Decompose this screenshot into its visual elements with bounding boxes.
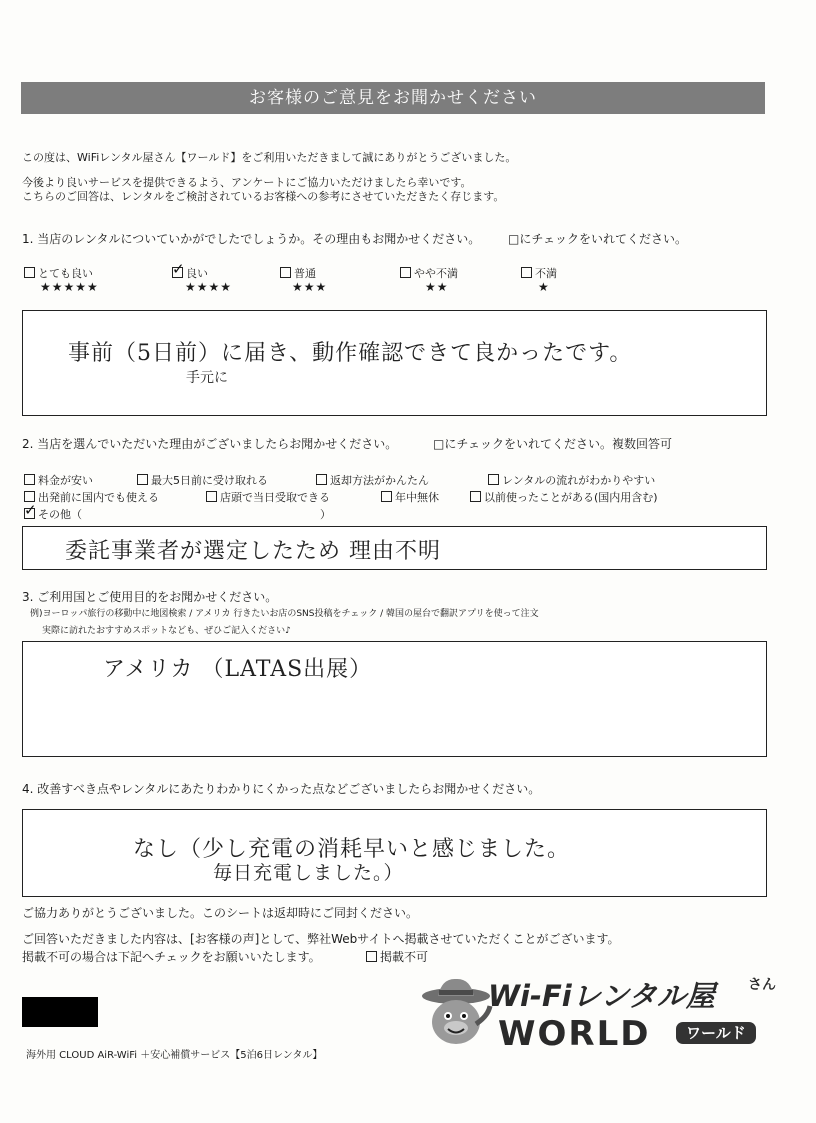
checkbox[interactable] xyxy=(488,474,499,485)
checkbox-checked[interactable] xyxy=(172,267,183,278)
logo-san: さん xyxy=(748,977,776,993)
q3-handwritten-answer: アメリカ （LATAS出展） xyxy=(103,657,373,682)
q2-option-other[interactable] xyxy=(24,506,82,522)
option-label: レンタルの流れがわかりやすい xyxy=(502,474,656,487)
intro-line-2: 今後より良いサービスを提供できるよう、アンケートにご協力いただけましたら幸いです。 xyxy=(22,176,472,189)
checkbox[interactable] xyxy=(366,951,377,962)
q3-question: 3. ご利用国とご使用目的をお聞かせください。 xyxy=(22,590,278,604)
q2-answer-box[interactable] xyxy=(22,526,767,570)
logo-badge xyxy=(676,1022,756,1043)
option-label: とても良い xyxy=(38,267,93,280)
q2-question: 2. 当店を選んでいただいた理由がございましたらお聞かせください。 xyxy=(22,437,398,451)
q1-option-somewhat-dissatisfied[interactable] xyxy=(400,265,458,281)
checkbox[interactable] xyxy=(206,491,217,502)
q2-option-early-receipt[interactable] xyxy=(137,472,268,488)
checkbox-checked[interactable] xyxy=(24,508,35,519)
service-name: 海外用 CLOUD AiR-WiFi ＋安心補償サービス【5泊6日レンタル】 xyxy=(26,1050,323,1061)
q4-handwritten-answer-line2: 毎日充電しました。） xyxy=(213,862,404,884)
checkbox[interactable] xyxy=(381,491,392,502)
q2-option-open-all-year[interactable] xyxy=(381,489,439,505)
option-label: その他（ xyxy=(38,508,82,521)
checkbox[interactable] xyxy=(470,491,481,502)
q2-option-cheap[interactable] xyxy=(24,472,93,488)
q1-handwritten-answer: 事前（5日前）に届き、動作確認できて良かったです。 xyxy=(68,341,633,366)
q2-option-used-before[interactable] xyxy=(470,489,658,505)
option-label: 良い xyxy=(186,267,208,280)
checkbox[interactable] xyxy=(137,474,148,485)
option-label: 最大5日前に受け取れる xyxy=(151,474,268,487)
checkbox[interactable] xyxy=(400,267,411,278)
option-label: 年中無休 xyxy=(395,491,439,504)
q1-option-good[interactable] xyxy=(172,265,208,281)
intro-line-3: こちらのご回答は、レンタルをご検討されているお客様への参考にさせていただきたく存じます。 xyxy=(22,190,505,203)
q3-example: 例)ヨーロッパ旅行の移動中に地図検索 / アメリカ 行きたいお店のSNS投稿をチェック / 韓国の屋台で翻訳アプリを使って注文 xyxy=(30,609,539,619)
logo-line-2: WORLD xyxy=(498,1014,651,1054)
logo-line-1: Wi-Fiレンタル屋 xyxy=(488,979,715,1013)
checkbox[interactable] xyxy=(24,267,35,278)
q4-question: 4. 改善すべき点やレンタルにあたりわかりにくかった点などございましたらお聞かせください。 xyxy=(22,782,541,796)
q2-other-close: ） xyxy=(320,508,331,521)
q4-handwritten-answer-line1: なし（少し充電の消耗早いと感じました。 xyxy=(133,837,571,862)
stars-two: ★★ xyxy=(425,280,449,294)
q2-handwritten-answer: 委託事業者が選定したため 理由不明 xyxy=(65,539,441,564)
company-logo xyxy=(418,974,778,1066)
q2-option-same-day-pickup[interactable] xyxy=(206,489,330,505)
redaction-block xyxy=(22,997,98,1027)
q1-handwritten-insert: 手元に xyxy=(186,370,228,386)
option-label: 不満 xyxy=(535,267,557,280)
q2-option-clear-flow[interactable] xyxy=(488,472,655,488)
q3-note: 実際に訪れたおすすめスポットなども、ぜひご記入ください♪ xyxy=(42,626,291,636)
option-label: 以前使ったことがある(国内用含む) xyxy=(484,491,658,504)
q1-question: 1. 当店のレンタルについていかがでしたでしょうか。その理由もお聞かせください。 xyxy=(22,232,481,246)
refuse-publish-option[interactable] xyxy=(366,948,428,965)
q1-option-average[interactable] xyxy=(280,265,316,281)
option-label: 掲載不可 xyxy=(380,950,429,964)
q1-option-very-good[interactable] xyxy=(24,265,93,281)
q4-answer-box[interactable] xyxy=(22,809,767,897)
q1-answer-box[interactable] xyxy=(22,310,767,416)
footer-refuse-instruction: 掲載不可の場合は下記へチェックをお願いいたします。 xyxy=(22,950,321,964)
mascot-icon xyxy=(418,976,496,1056)
option-label: 出発前に国内でも使える xyxy=(38,491,159,504)
stars-five: ★★★★★ xyxy=(40,280,99,294)
stars-one: ★ xyxy=(538,280,550,294)
logo-badge-text: ワールド xyxy=(676,1022,756,1044)
stars-three: ★★★ xyxy=(292,280,328,294)
option-label: 返却方法がかんたん xyxy=(330,474,429,487)
q2-option-domestic-use[interactable] xyxy=(24,489,159,505)
stars-four: ★★★★ xyxy=(185,280,233,294)
checkbox[interactable] xyxy=(24,474,35,485)
footer-thanks: ご協力ありがとうございました。このシートは返却時にご同封ください。 xyxy=(22,906,419,920)
page-title: お客様のご意見をお聞かせください xyxy=(21,82,765,114)
intro-line-1: この度は、WiFiレンタル屋さん【ワールド】をご利用いただきまして誠にありがとうございました。 xyxy=(22,151,517,164)
q2-option-easy-return[interactable] xyxy=(316,472,429,488)
q3-answer-box[interactable] xyxy=(22,641,767,757)
checkbox[interactable] xyxy=(280,267,291,278)
checkbox[interactable] xyxy=(521,267,532,278)
q2-instruction: □にチェックをいれてください。複数回答可 xyxy=(433,437,672,451)
checkbox[interactable] xyxy=(316,474,327,485)
option-label: やや不満 xyxy=(414,267,458,280)
q1-option-dissatisfied[interactable] xyxy=(521,265,557,281)
footer-publish-notice: ご回答いただきました内容は、[お客様の声]として、弊社Webサイトへ掲載させていただくことがございます。 xyxy=(22,932,620,946)
q1-instruction: □にチェックをいれてください。 xyxy=(508,232,687,246)
option-label: 料金が安い xyxy=(38,474,93,487)
option-label: 店頭で当日受取できる xyxy=(220,491,330,504)
option-label: 普通 xyxy=(294,267,316,280)
